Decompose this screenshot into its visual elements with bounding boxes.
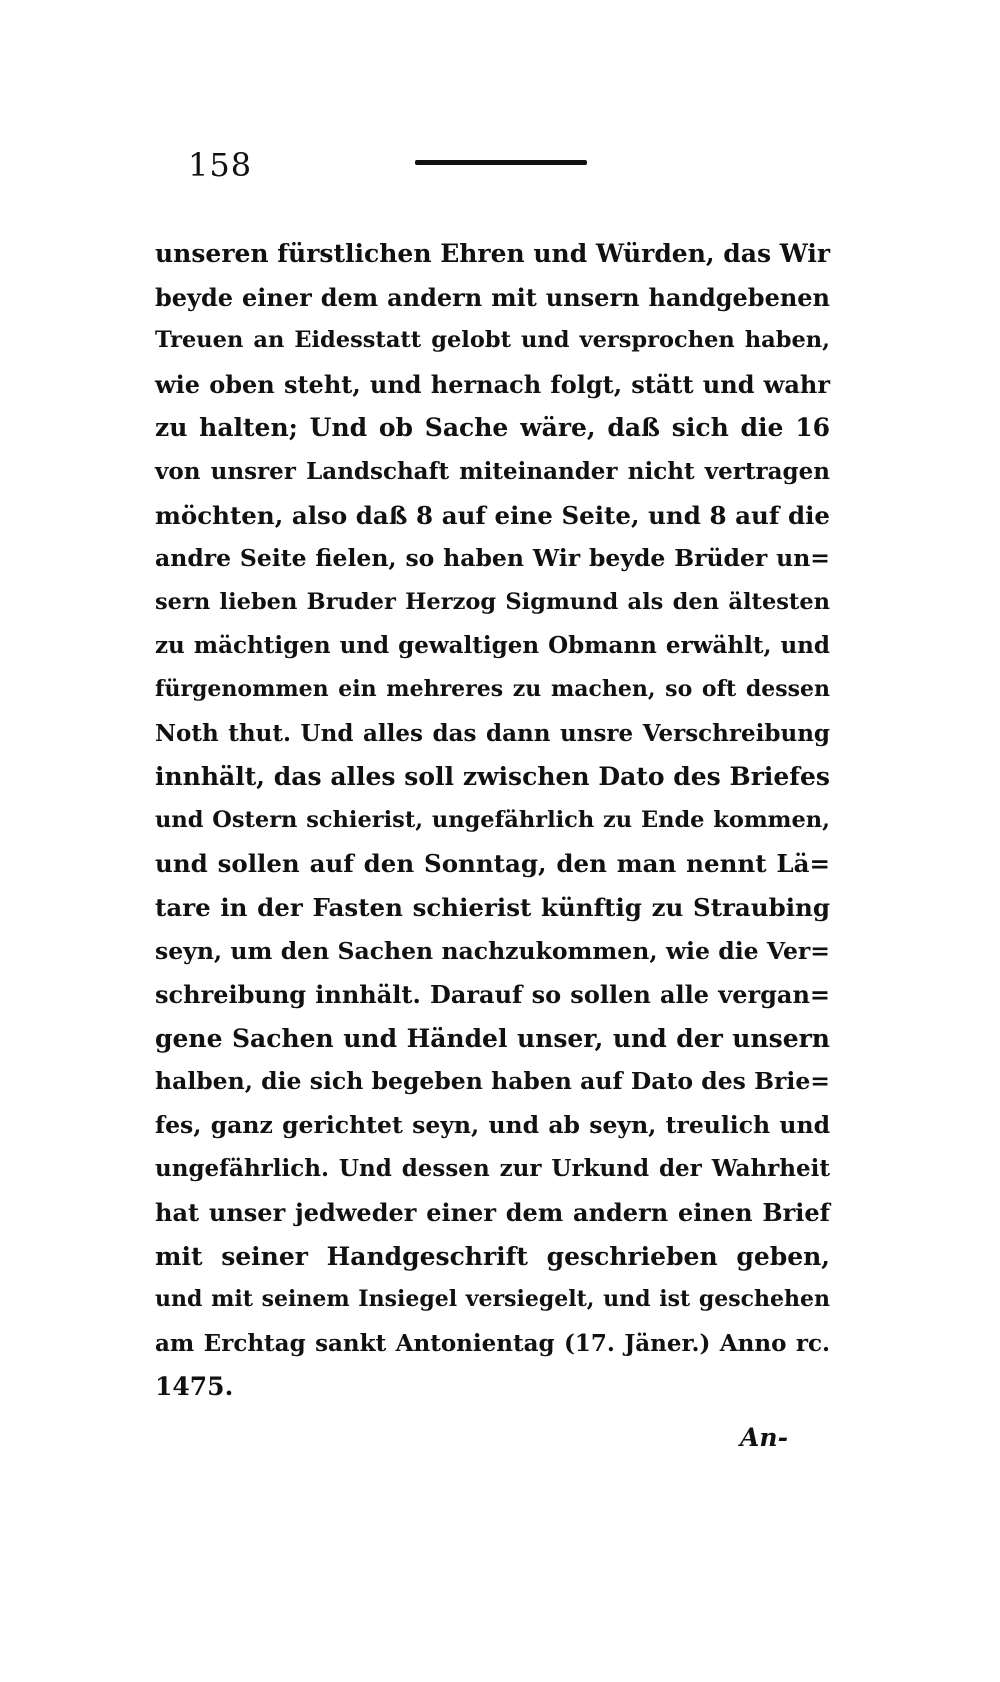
text-line: und mit seinem Insiegel versiegelt, und ist geschehen [155,1286,830,1313]
text-line: hat unser jedweder einer dem andern einen Brief [155,1198,830,1228]
text-line: halben, die sich begeben haben auf Dato des Brie= [155,1067,830,1096]
text-line: möchten, also daß 8 auf eine Seite, und 8 auf die [155,500,830,530]
text-line: tare in der Fasten schierist künftig zu Straubing [155,892,830,922]
text-line: und Ostern schierist, ungefährlich zu Ende kommen, [155,806,830,833]
text-line: ungefährlich. Und dessen zur Urkund der Wahrheit [155,1155,830,1183]
text-line: zu halten; Und ob Sache wäre, daß sich die 16 [155,413,830,443]
text-line: zu mächtigen und gewaltigen Obmann erwählt, und [155,632,830,660]
text-line: gene Sachen und Händel unser, und der unsern [155,1023,830,1053]
text-line: unseren fürstlichen Ehren und Würden, das Wir [155,239,831,268]
text-line: fürgenommen ein mehreres zu machen, so oft dessen [155,675,830,702]
text-line: am Erchtag sankt Antonientag (17. Jäner.) Anno rc. [155,1329,830,1357]
text-line: innhält, das alles soll zwischen Dato des Briefes [155,762,830,792]
text-line: sern lieben Bruder Herzog Sigmund als den ältesten [155,588,830,615]
text-line: wie oben steht, und hernach folgt, stätt und wahr [155,369,830,399]
catchword: An- [740,1423,788,1452]
body-text [155,232,830,1409]
text-line: schreibung innhält. Darauf so sollen alle vergan= [155,980,830,1010]
text-line: seyn, um den Sachen nachzukommen, wie die Ver= [155,936,830,965]
text-line: mit seiner Handgeschrift geschrieben geben, [155,1241,830,1271]
text-line: von unsrer Landschaft miteinander nicht vertragen [155,457,830,485]
page-number: 158 [188,146,253,184]
text-line: beyde einer dem andern mit unsern handgebenen [155,282,830,312]
header-rule [415,160,587,165]
text-line: Treuen an Eidesstatt gelobt und versprochen haben, [155,327,830,354]
text-line: fes, ganz gerichtet seyn, und ab seyn, treulich und [155,1110,830,1139]
text-line: andre Seite fielen, so haben Wir beyde Brüder un= [155,544,830,573]
text-line: Noth thut. Und alles das dann unsre Verschreibung [155,719,830,747]
text-line-last: 1475. [155,1372,234,1402]
text-line: und sollen auf den Sonntag, den man nennt Lä= [155,849,830,879]
